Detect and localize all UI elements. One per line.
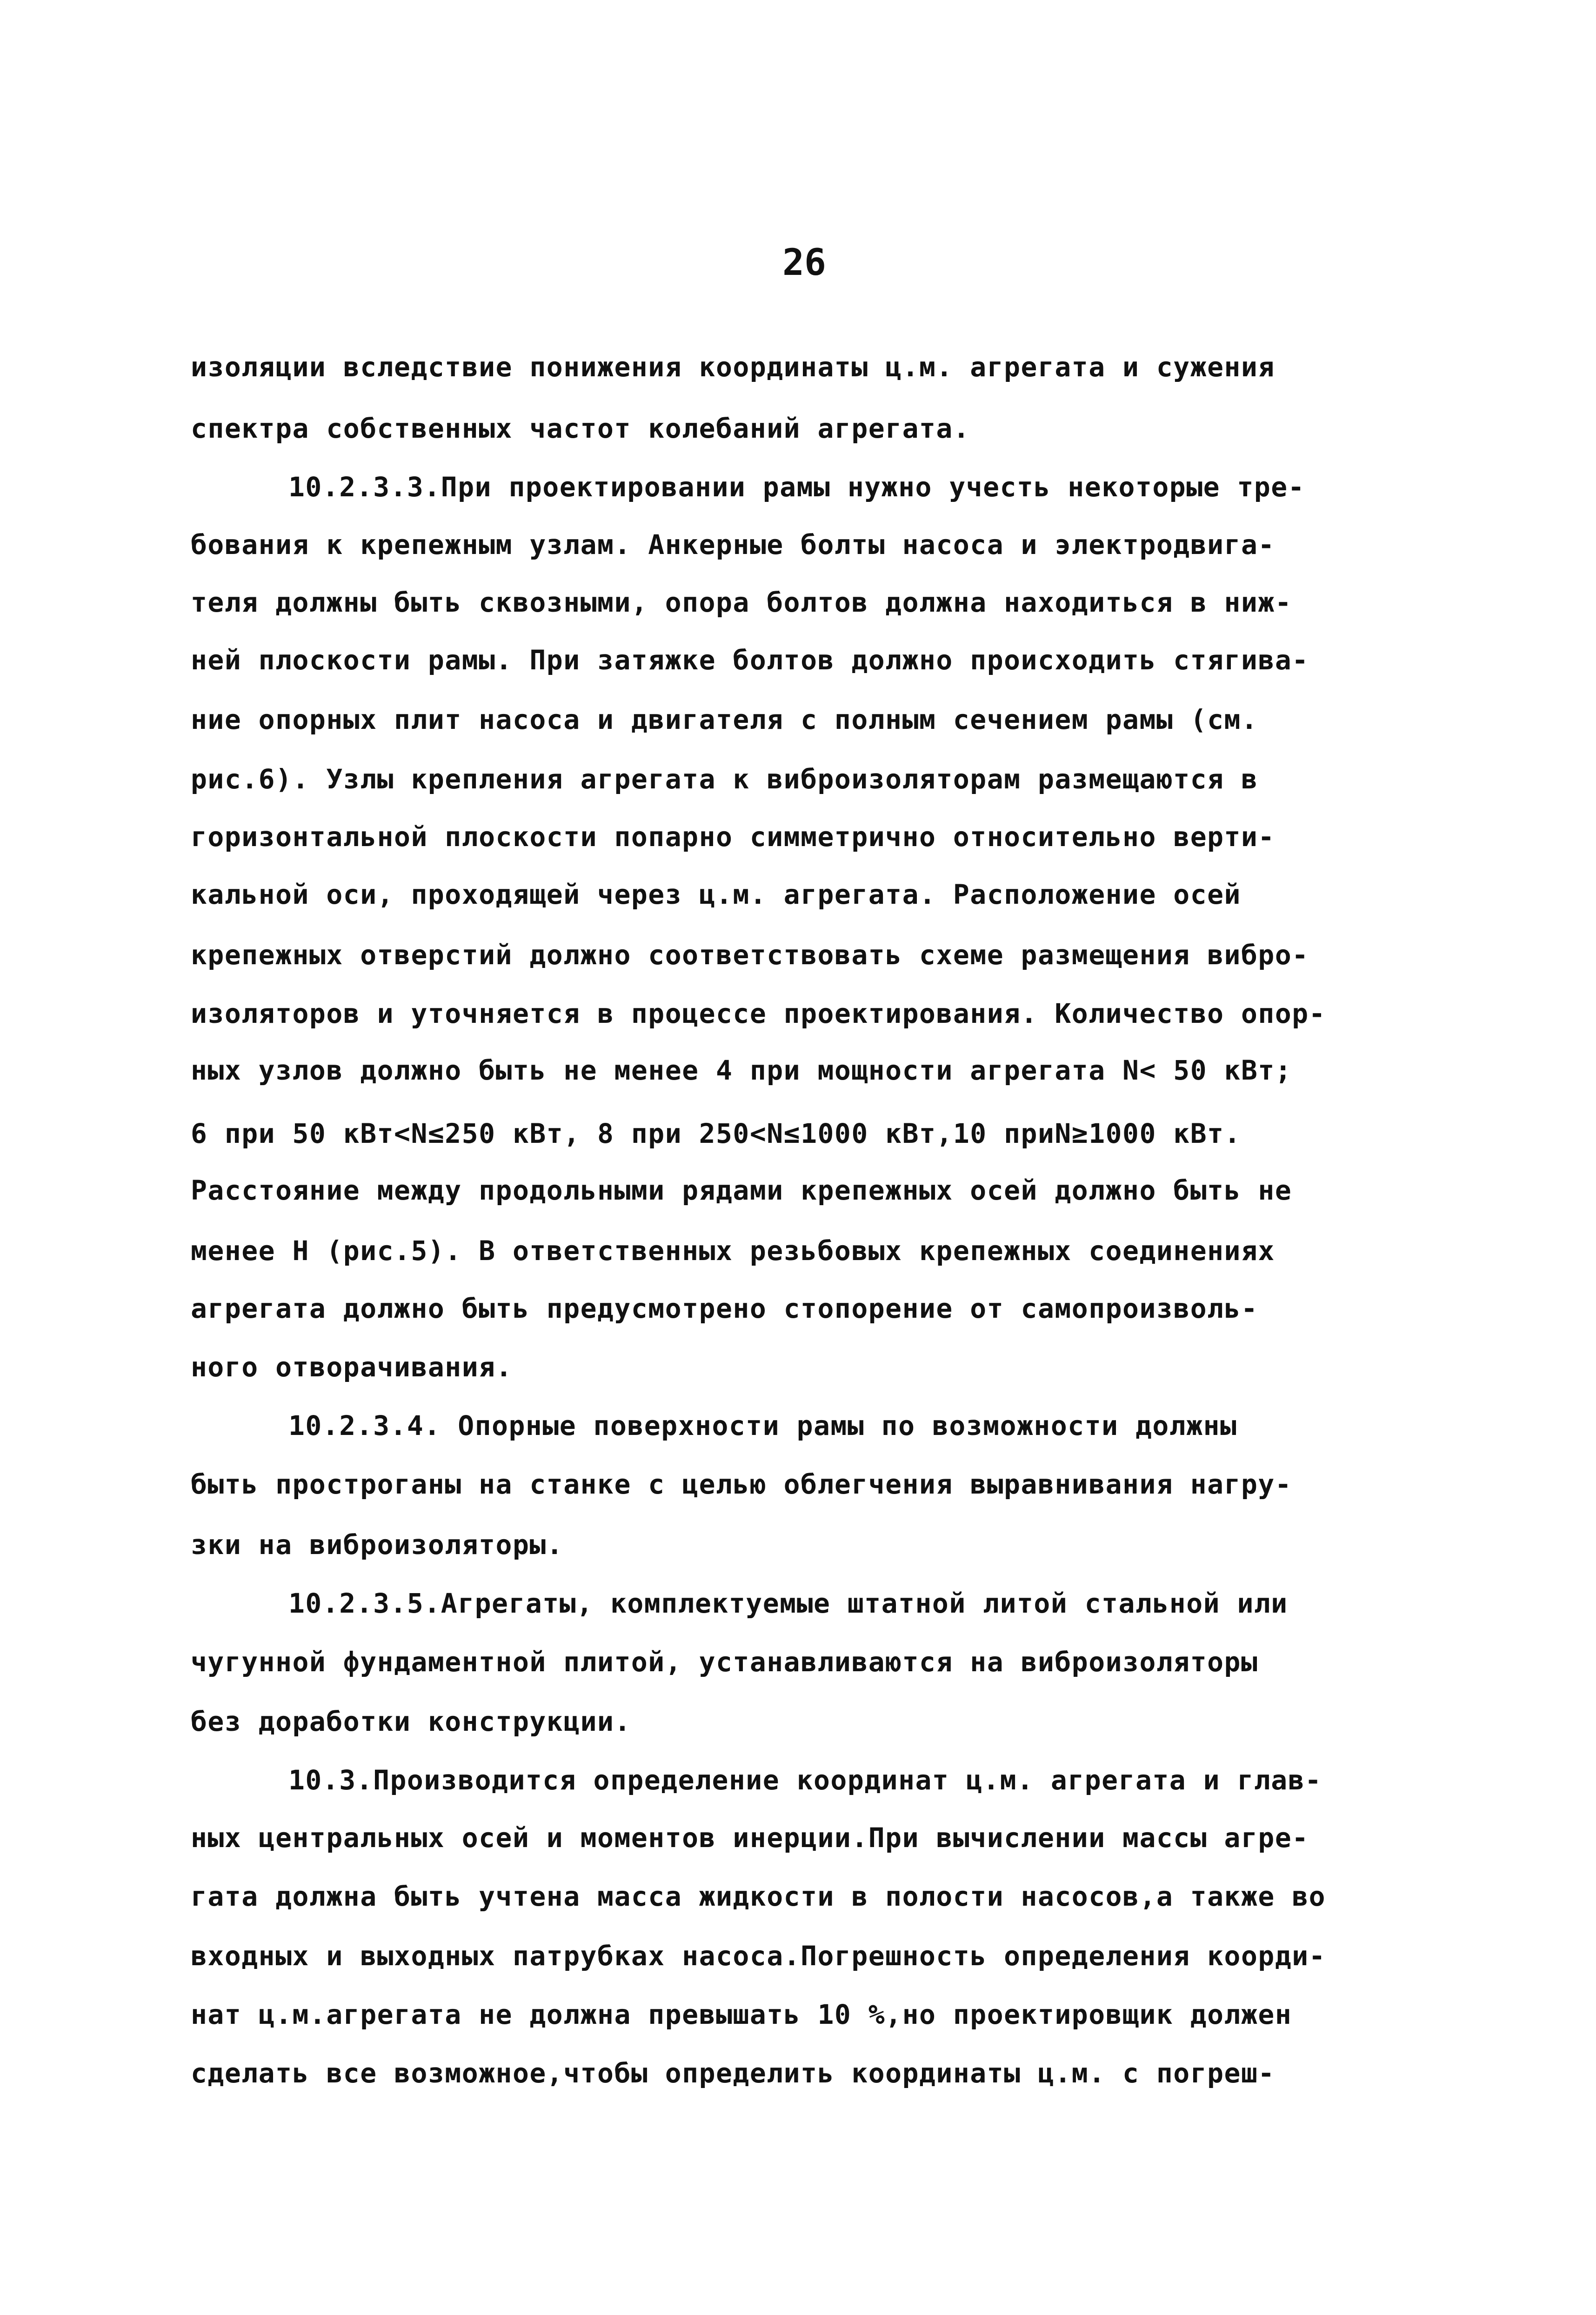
text-line: менее Н (рис.5). В ответственных резьбовых крепежных соединениях — [191, 1235, 1275, 1267]
text-line: 6 при 50 кВт<N≤250 кВт, 8 при 250<N≤1000 кВт,10 приN≥1000 кВт. — [191, 1118, 1241, 1149]
text-line: ных центральных осей и моментов инерции.При вычислении массы агре- — [191, 1822, 1309, 1854]
text-line: кальной оси, проходящей через ц.м. агрегата. Расположение осей — [191, 879, 1241, 910]
text-line: зки на виброизоляторы. — [191, 1529, 564, 1561]
text-line: входных и выходных патрубках насоса.Погрешность определения коорди- — [191, 1940, 1326, 1972]
page-number: 26 — [782, 242, 826, 284]
text-line: изоляторов и уточняется в процессе проектирования. Количество опор- — [191, 998, 1326, 1029]
paragraph-line: 10.2.3.4. Опорные поверхности рамы по возможности должны — [288, 1410, 1237, 1441]
text-line: нат ц.м.агрегата не должна превышать 10 %,но проектировщик должен — [191, 1999, 1292, 2030]
text-line: агрегата должно быть предусмотрено стопорение от самопроизволь- — [191, 1293, 1258, 1324]
text-line: гата должна быть учтена масса жидкости в полости насосов,а также во — [191, 1881, 1326, 1912]
text-line: изоляции вследствие понижения координаты ц.м. агрегата и сужения — [191, 351, 1275, 383]
text-line: чугунной фундаментной плитой, устанавливаются на виброизоляторы — [191, 1646, 1258, 1678]
text-line: Расстояние между продольными рядами крепежных осей должно быть не — [191, 1174, 1292, 1206]
text-line: спектра собственных частот колебаний агрегата. — [191, 413, 970, 444]
text-line: сделать все возможное,чтобы определить координаты ц.м. с погреш- — [191, 2057, 1275, 2089]
paragraph-line: 10.3.Производится определение координат ц.м. агрегата и глав- — [288, 1764, 1322, 1796]
text-line: быть прострoганы на станке с целью облегчения выравнивания нагру- — [191, 1468, 1292, 1500]
text-line: бования к крепежным узлам. Анкерные болты насоса и электродвига- — [191, 529, 1275, 560]
text-line: ние опорных плит насоса и двигателя с полным сечением рамы (см. — [191, 704, 1258, 735]
paragraph-line: 10.2.3.5.Агрегаты, комплектуемые штатной литой стальной или — [288, 1588, 1288, 1619]
text-line: без доработки конструкции. — [191, 1706, 631, 1737]
text-line: горизонтальной плоскости попарно симметрично относительно верти- — [191, 821, 1275, 853]
paragraph-line: 10.2.3.3.При проектировании рамы нужно учесть некоторые тре- — [288, 471, 1305, 503]
text-line: рис.6). Узлы крепления агрегата к виброизоляторам размещаются в — [191, 763, 1258, 795]
text-line: теля должны быть сквозными, опора болтов должна находиться в ниж- — [191, 587, 1292, 618]
text-line: ней плоскости рамы. При затяжке болтов должно происходить стягива- — [191, 644, 1309, 676]
text-line: ных узлов должно быть не менее 4 при мощности агрегата N< 50 кВт; — [191, 1054, 1292, 1086]
text-line: ного отворачивания. — [191, 1351, 513, 1383]
text-line: крепежных отверстий должно соответствовать схеме размещения вибро- — [191, 939, 1309, 971]
